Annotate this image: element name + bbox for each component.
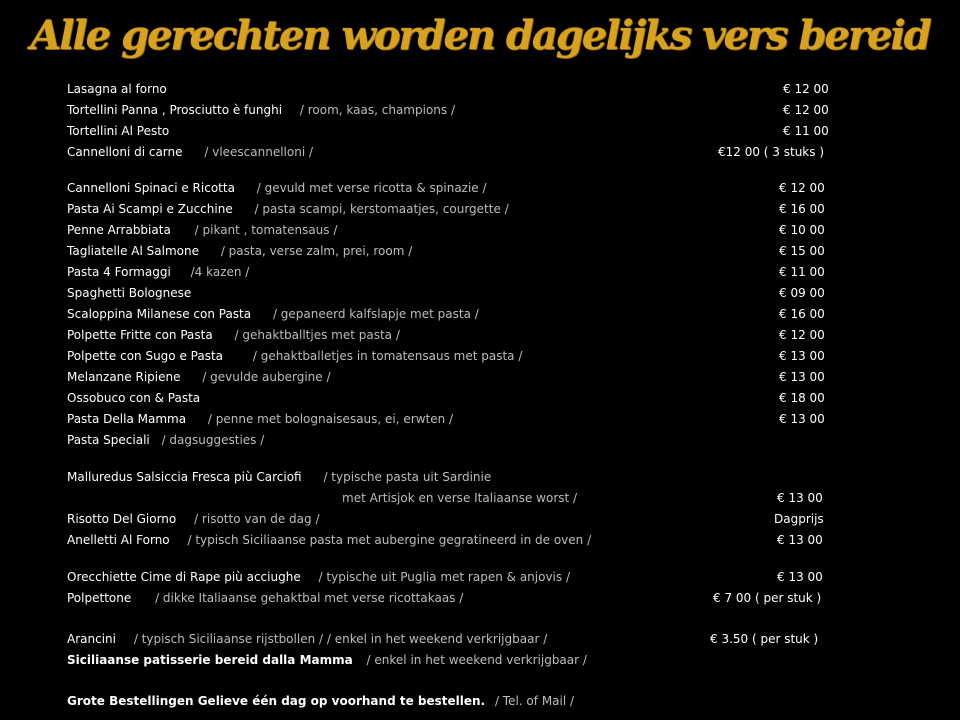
item-price: € 13 00 [779,412,825,426]
item-name: Penne Arrabbiata [67,223,171,237]
item-name: Polpette Fritte con Pasta [67,328,213,342]
menu-item-penne-arrabbiata [67,220,847,240]
menu-item-malluredus [67,467,847,487]
item-price: € 16 00 [779,307,825,321]
item-description: / gevulde aubergine / [202,370,331,384]
item-name: Arancini [67,632,116,646]
item-name: Lasagna al forno [67,82,167,96]
menu-item-polpette-fritte [67,325,847,345]
menu-item-tagliatelle-salmone [67,241,847,261]
item-price: € 18 00 [779,391,825,405]
item-name: Spaghetti Bolognese [67,286,192,300]
item-price: € 12 00 [779,181,825,195]
item-description: / risotto van de dag / [194,512,320,526]
item-description: / typisch Siciliaanse rijstbollen / / enkel in het weekend verkrijgbaar / [133,632,548,646]
notice-contact: / Tel. of Mail / [494,694,575,708]
item-name: Siciliaanse patisserie bereid dalla Mamma [67,653,353,667]
item-price: € 13 00 [779,370,825,384]
item-description: / typische uit Puglia met rapen & anjovis / [318,570,570,584]
item-description: / pasta, verse zalm, prei, room / [220,244,413,258]
item-name: Pasta 4 Formaggi [67,265,171,279]
item-price: € 13 00 [777,491,823,505]
item-name: Tortellini Panna , Prosciutto è funghi [67,103,283,117]
item-price: € 12 00 [783,82,829,96]
item-name: Malluredus Salsiccia Fresca più Carciofi [67,470,302,484]
item-name: Tortellini Al Pesto [67,124,170,138]
menu-item-scaloppina-milanese [67,304,847,324]
menu-item-arancini [67,629,847,649]
menu-item-pasta-scampi [67,199,847,219]
item-description: / pasta scampi, kerstomaatjes, courgette / [254,202,509,216]
menu-item-tortellini-panna [67,100,847,120]
item-description: / penne met bolognaisesaus, ei, erwten / [207,412,454,426]
item-price: € 13 00 [777,533,823,547]
item-name: Pasta Speciali [67,433,150,447]
item-name: Pasta Della Mamma [67,412,187,426]
item-price: € 12 00 [783,103,829,117]
item-description: / room, kaas, champions / [299,103,455,117]
menu-item-patisserie [67,650,847,670]
item-description: / vleescannelloni / [204,145,314,159]
item-name: Polpette con Sugo e Pasta [67,349,224,363]
item-description: / typisch Siciliaanse pasta met aubergine gegratineerd in de oven / [187,533,592,547]
menu-item-lasagna [67,79,847,99]
item-name: Cannelloni Spinaci e Ricotta [67,181,235,195]
item-name: Cannelloni di carne [67,145,183,159]
item-name: Orecchiette Cime di Rape più acciughe [67,570,301,584]
item-price: € 11 00 [783,124,829,138]
menu-item-tortellini-pesto [67,121,847,141]
item-price: € 13 00 [777,570,823,584]
item-price: € 10 00 [779,223,825,237]
item-price: € 12 00 [779,328,825,342]
item-name: Ossobuco con & Pasta [67,391,201,405]
item-price: € 15 00 [779,244,825,258]
item-description: / gehaktballtjes met pasta / [234,328,400,342]
item-description: / enkel in het weekend verkrijgbaar / [366,653,587,667]
menu-item-melanzane-ripiene [67,367,847,387]
menu-item-malluredus-continued [67,488,847,508]
item-description: / typische pasta uit Sardinie [323,470,492,484]
item-description: / dikke Italiaanse gehaktbal met verse ricottakaas / [155,591,464,605]
menu-item-spaghetti-bolognese [67,283,847,303]
menu-item-pasta-speciali [67,430,847,450]
item-price: Dagprijs [774,512,824,526]
item-name: Melanzane Ripiene [67,370,181,384]
menu-item-polpette-sugo [67,346,847,366]
item-price: € 11 00 [779,265,825,279]
item-description: / gehaktballetjes in tomatensaus met pasta / [252,349,523,363]
item-description: / gevuld met verse ricotta & spinazie / [256,181,487,195]
menu-item-orecchiette [67,567,847,587]
menu-item-ossobuco [67,388,847,408]
item-name: Pasta Ai Scampi e Zucchine [67,202,233,216]
item-name: Polpettone [67,591,132,605]
item-name: Anelletti Al Forno [67,533,170,547]
item-description: / gepaneerd kalfslapje met pasta / [272,307,479,321]
menu-item-cannelloni-carne [67,142,847,162]
item-price: € 13 00 [779,349,825,363]
item-description: /4 kazen / [190,265,250,279]
menu-item-polpettone [67,588,847,608]
item-name: Risotto Del Giorno [67,512,177,526]
item-name: Scaloppina Milanese con Pasta [67,307,252,321]
menu-item-risotto [67,509,847,529]
item-description: met Artisjok en verse Italiaanse worst / [342,491,578,505]
page-title: Alle gerechten worden dagelijks vers bereid [30,12,930,59]
item-price: €12 00 ( 3 stuks ) [718,145,825,159]
menu-item-anelletti [67,530,847,550]
item-price: € 7 00 ( per stuk ) [713,591,822,605]
menu-item-cannelloni-spinaci [67,178,847,198]
menu-item-pasta-della-mamma [67,409,847,429]
item-price: € 16 00 [779,202,825,216]
order-notice [67,691,847,711]
notice-text: Grote Bestellingen Gelieve één dag op voorhand te bestellen. [67,694,486,708]
menu-item-pasta-4-formaggi [67,262,847,282]
item-name: Tagliatelle Al Salmone [67,244,199,258]
item-description: / pikant , tomatensaus / [194,223,338,237]
item-description: / dagsuggesties / [161,433,265,447]
item-price: € 09 00 [779,286,825,300]
item-price: € 3.50 ( per stuk ) [710,632,819,646]
